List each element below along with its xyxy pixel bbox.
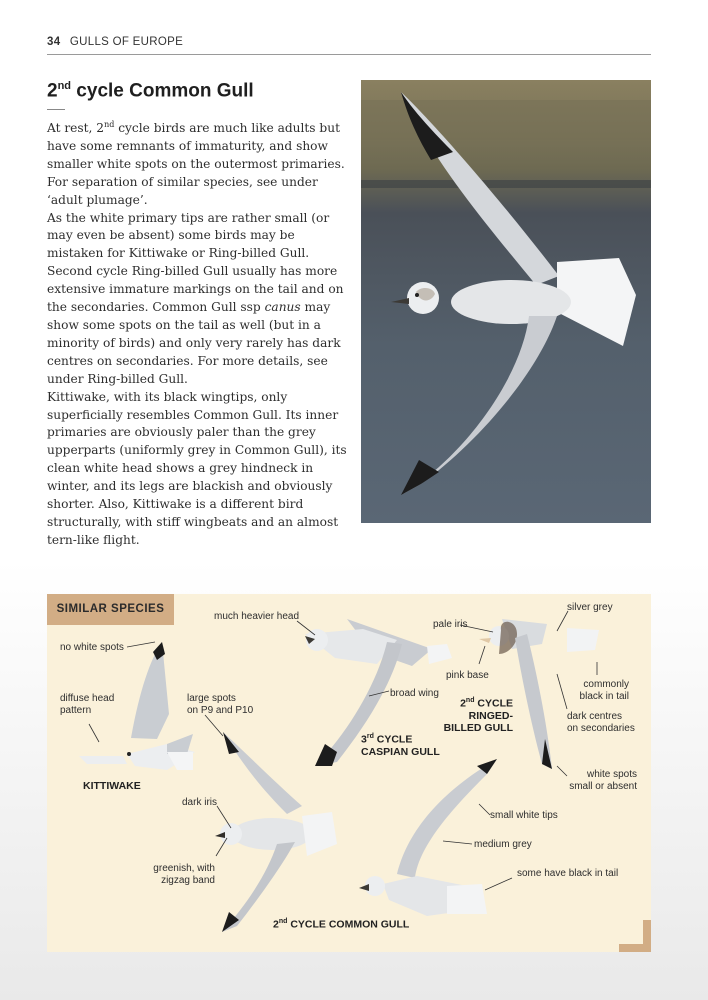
caspian-ordinal-suffix: rd [366,733,374,740]
diffuse-head-line1: diffuse head [60,693,115,704]
label-medium-grey: medium grey [474,839,532,850]
label-greenish-zigzag [147,863,215,887]
dark-centres-line1: dark centres [567,711,623,722]
caption-common-gull [273,916,409,931]
p3-text-b: may show some spots on the tail as well (but in a minority of birds) and only very rarely has dark centres on secondaries. For more details, see under Ring-billed Gull. [47,300,341,386]
label-pale-iris: pale iris [433,619,468,630]
title-underline [47,109,65,110]
page-number: 34 [47,36,61,48]
commonly-black-line2: black in tail [579,691,629,702]
running-title: GULLS OF EUROPE [69,36,184,48]
p1-text-b: cycle birds are much like adults but have some remnants of immaturity, and show smaller white spots on the outermost primaries. For separation of similar species, see under ‘adult plumage’. [47,121,345,207]
white-spots-line1: white spots [586,769,637,780]
diffuse-head-line2: pattern [60,705,92,716]
similar-species-heading: SIMILAR SPECIES [47,594,174,625]
dark-centres-line2: on secondaries [567,723,635,734]
ringbilled-cycle: CYCLE [474,697,513,710]
large-spots-line1: large spots [187,693,236,704]
paragraph-4: Kittiwake, with its black wingtips, only superficially resembles Common Gull. Its inner primaries are obviously paler than the grey upperparts (uniformly grey in Common Gull), its clean white head shows a grey hindneck in winter, and its legs are blackish and obviously shorter. Also, Kittiwake is a different bird structurally, with stiff wingbeats and an almost tern-like flight. [47,389,347,547]
section-title [47,80,254,102]
label-pink-base: pink base [446,670,489,681]
common-ordinal: 2 [273,918,279,931]
large-spots-line2: on P9 and P10 [187,705,254,716]
label-white-spots [559,769,637,793]
common-ordinal-suffix: nd [278,918,288,925]
p3-text-a: Second cycle Ring-billed Gull usually has more extensive immature markings on the tail and on the secondaries. Common Gull ssp [47,264,344,315]
ringbilled-ordinal-suffix: nd [465,697,475,704]
p1-sup: nd [104,119,115,129]
corner-mark [619,920,651,952]
caspian-ordinal: 3 [361,733,367,746]
paragraph-3 [47,263,347,388]
greenish-line1: greenish, with [153,863,215,874]
label-broad-wing: broad wing [390,688,439,699]
label-large-spots [187,693,253,717]
label-diffuse-head-pattern [60,693,114,717]
caspian-line1 [361,731,440,746]
title-ordinal-suffix: nd [57,80,72,92]
caspian-cycle: CYCLE [373,733,413,746]
label-silver-grey: silver grey [567,602,613,613]
ringbilled-line2: RINGED- [468,709,513,722]
similar-species-panel [47,594,651,952]
ringbilled-line1 [443,695,513,710]
label-commonly-black-in-tail [567,679,629,703]
running-header [47,36,651,55]
caption-ring-billed-gull [443,695,513,734]
label-small-white-tips: small white tips [490,810,558,821]
white-spots-line2: small or absent [569,781,637,792]
caption-caspian-gull [361,731,440,758]
caption-kittiwake: KITTIWAKE [83,780,141,792]
greenish-line2: zigzag band [161,875,215,886]
paragraph-2: As the white primary tips are rather small (or may even be absent) some birds may be mistaken for Kittiwake or Ring-billed Gull. [47,210,330,261]
common-cycle-label: CYCLE COMMON GULL [287,918,410,931]
p1-text-a: At rest, 2 [47,121,105,135]
label-some-have-black-in-tail: some have black in tail [517,868,619,879]
paragraph-1 [47,120,347,210]
p3-italic: canus [264,300,301,315]
title-rest: cycle Common Gull [71,80,254,102]
label-dark-iris: dark iris [182,797,218,808]
title-ordinal: 2 [47,80,58,102]
label-much-heavier-head: much heavier head [214,611,300,622]
commonly-black-line1: commonly [583,679,629,690]
label-dark-centres [567,711,635,735]
caspian-line2: CASPIAN GULL [361,745,440,758]
ringbilled-ordinal: 2 [460,697,466,710]
label-no-white-spots: no white spots [60,642,124,653]
body-text [47,120,347,550]
common-gull-flight-photo [361,80,651,523]
common-gull-illustration-lower [359,759,497,916]
ringbilled-line3: BILLED GULL [443,721,513,734]
